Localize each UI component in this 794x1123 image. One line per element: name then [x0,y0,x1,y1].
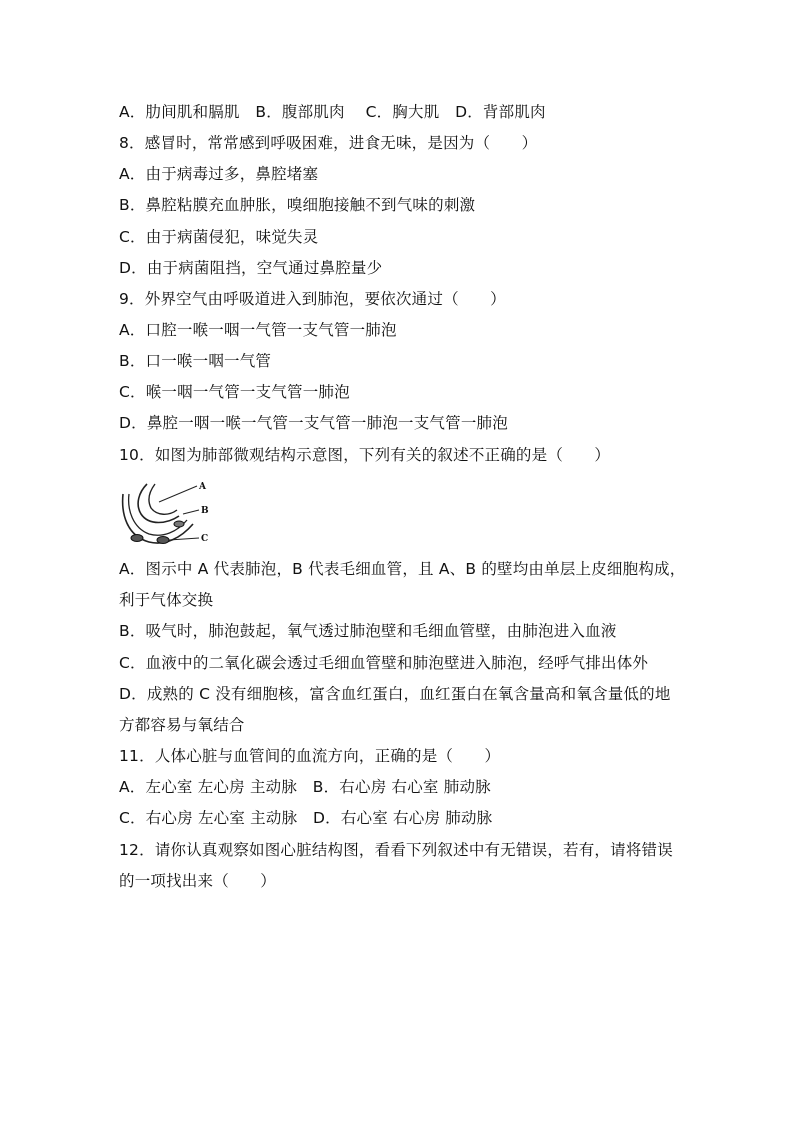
q7-options: A．肋间肌和膈肌 B．腹部肌肉 C．胸大肌 D．背部肌肉 [119,103,546,121]
q8-option-b: B．鼻腔粘膜充血肿胀，嗅细胞接触不到气味的刺激 [119,196,476,214]
q10-option-d-line2: 方都容易与氧结合 [119,716,245,734]
label-b: B [201,506,209,516]
q10-option-a-line1: A．图示中 A 代表肺泡，B 代表毛细血管，且 A、B 的壁均由单层上皮细胞构成， [119,560,686,578]
q8-option-d: D．由于病菌阻挡，空气通过鼻腔量少 [119,259,383,277]
q10-option-a-line2: 利于气体交换 [119,591,214,609]
q9-option-d: D．鼻腔一咽一喉一气管一支气管一肺泡一支气管一肺泡 [119,414,508,432]
q11-stem: 11．人体心脏与血管间的血流方向，正确的是（ ） [119,747,501,765]
q9-option-b: B．口一喉一咽一气管 [119,352,272,370]
q11-options-cd: C．右心房 左心室 主动脉 D．右心室 右心房 肺动脉 [119,809,493,827]
q8-stem: 8．感冒时，常常感到呼吸困难，进食无味，是因为（ ） [119,134,538,152]
label-c: C [201,534,209,544]
label-a: A [199,482,206,492]
q10-option-c: C．血液中的二氧化碳会透过毛细血管壁和肺泡壁进入肺泡，经呼气排出体外 [119,654,649,672]
q8-option-c: C．由于病菌侵犯，味觉失灵 [119,228,319,246]
q12-stem-line1: 12．请你认真观察如图心脏结构图，看看下列叙述中有无错误，若有，请将错误 [119,841,673,859]
q10-option-d-line1: D．成熟的 C 没有细胞核，富含血红蛋白，血红蛋白在氧含量高和氧含量低的地 [119,685,671,703]
q9-option-a: A．口腔一喉一咽一气管一支气管一肺泡 [119,321,397,339]
q9-stem: 9．外界空气由呼吸道进入到肺泡，要依次通过（ ） [119,290,506,308]
alveolus-diagram [119,480,211,548]
q11-options-ab: A．左心室 左心房 主动脉 B．右心房 右心室 肺动脉 [119,778,491,796]
q10-option-b: B．吸气时，肺泡鼓起，氧气透过肺泡壁和毛细血管壁，由肺泡进入血液 [119,622,617,640]
q9-option-c: C．喉一咽一气管一支气管一肺泡 [119,383,350,401]
q8-option-a: A．由于病毒过多，鼻腔堵塞 [119,165,319,183]
q12-stem-line2: 的一项找出来（ ） [119,872,277,890]
q10-stem: 10．如图为肺部微观结构示意图，下列有关的叙述不正确的是（ ） [119,446,611,464]
